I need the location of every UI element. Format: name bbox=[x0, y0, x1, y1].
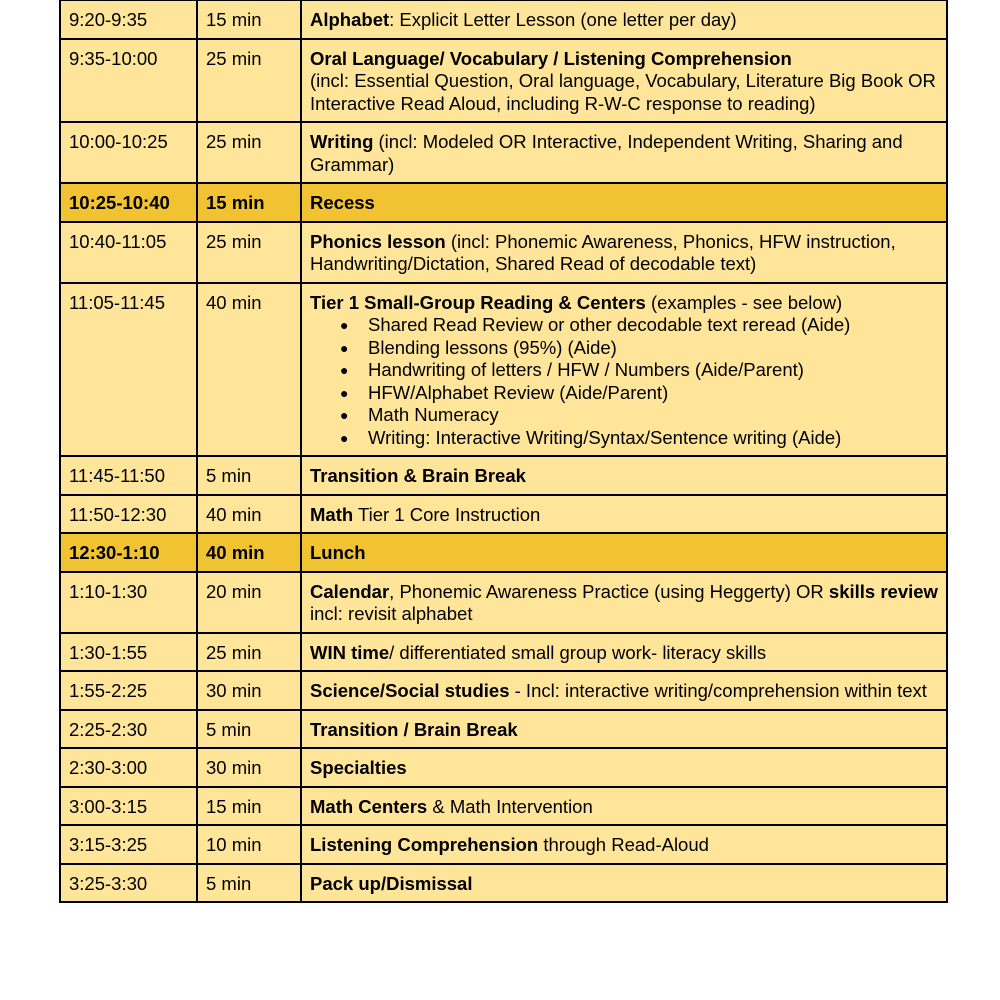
schedule-row bbox=[60, 710, 947, 749]
activity-title: WIN time bbox=[310, 641, 390, 663]
activity-title: Phonics lesson bbox=[310, 230, 446, 252]
duration-cell: 40 min bbox=[197, 533, 301, 572]
time-cell: 10:00-10:25 bbox=[60, 122, 197, 183]
schedule-row-highlighted bbox=[60, 183, 947, 222]
duration-cell: 30 min bbox=[197, 748, 301, 787]
time-cell: 9:35-10:00 bbox=[60, 39, 197, 123]
activity-title: Tier 1 Small-Group Reading & Centers bbox=[310, 291, 646, 313]
activity-detail: - Incl: interactive writing/comprehension within text bbox=[509, 680, 927, 701]
duration-cell: 25 min bbox=[197, 122, 301, 183]
schedule-row bbox=[60, 495, 947, 534]
activity-cell bbox=[301, 456, 947, 495]
activity-cell bbox=[301, 122, 947, 183]
schedule-row bbox=[60, 787, 947, 826]
activity-cell bbox=[301, 183, 947, 222]
activity-title: Lunch bbox=[310, 542, 366, 563]
schedule-row bbox=[60, 122, 947, 183]
schedule-row bbox=[60, 748, 947, 787]
center-examples-list bbox=[310, 314, 938, 449]
schedule-row bbox=[60, 0, 947, 39]
list-item: ● Handwriting of letters / HFW / Numbers (Aide/Parent) bbox=[340, 359, 938, 382]
duration-cell: 5 min bbox=[197, 456, 301, 495]
schedule-row bbox=[60, 222, 947, 283]
list-item: ● Writing: Interactive Writing/Syntax/Sentence writing (Aide) bbox=[340, 427, 938, 450]
activity-title: Alphabet bbox=[310, 9, 390, 30]
activity-detail: (incl: Phonemic Awareness, Phonics, HFW instruction, Handwriting/Dictation, Shared Read of decodable text) bbox=[310, 230, 896, 274]
activity-detail: through Read-Aloud bbox=[538, 834, 709, 855]
time-cell: 11:50-12:30 bbox=[60, 495, 197, 534]
activity-detail-secondary: incl: revisit alphabet bbox=[310, 603, 473, 624]
activity-title: Transition & Brain Break bbox=[310, 465, 526, 486]
duration-cell: 30 min bbox=[197, 671, 301, 710]
duration-cell: 10 min bbox=[197, 825, 301, 864]
duration-cell: 15 min bbox=[197, 787, 301, 826]
duration-cell: 15 min bbox=[197, 0, 301, 39]
list-item: ● Blending lessons (95%) (Aide) bbox=[340, 337, 938, 360]
schedule-row bbox=[60, 633, 947, 672]
activity-cell bbox=[301, 710, 947, 749]
activity-cell bbox=[301, 671, 947, 710]
activity-cell bbox=[301, 533, 947, 572]
activity-detail: (incl: Modeled OR Interactive, Independent Writing, Sharing and Grammar) bbox=[310, 131, 903, 175]
activity-title: Math bbox=[310, 503, 354, 525]
duration-cell: 40 min bbox=[197, 283, 301, 457]
duration-cell: 40 min bbox=[197, 495, 301, 534]
activity-cell bbox=[301, 748, 947, 787]
duration-cell: 25 min bbox=[197, 633, 301, 672]
duration-cell: 15 min bbox=[197, 183, 301, 222]
activity-cell bbox=[301, 222, 947, 283]
time-cell: 11:45-11:50 bbox=[60, 456, 197, 495]
time-cell: 1:30-1:55 bbox=[60, 633, 197, 672]
activity-detail: (incl: Essential Question, Oral language, Vocabulary, Literature Big Book OR Interactive Read Aloud, including R-W-C response to reading) bbox=[310, 70, 936, 114]
activity-detail: , Phonemic Awareness Practice (using Heggerty) OR bbox=[389, 580, 829, 602]
activity-cell bbox=[301, 572, 947, 633]
time-cell: 10:25-10:40 bbox=[60, 183, 197, 222]
activity-title-secondary: skills review bbox=[828, 580, 938, 602]
duration-cell: 25 min bbox=[197, 39, 301, 123]
time-cell: 10:40-11:05 bbox=[60, 222, 197, 283]
duration-cell: 25 min bbox=[197, 222, 301, 283]
activity-title: Pack up/Dismissal bbox=[310, 872, 473, 894]
schedule-row bbox=[60, 572, 947, 633]
activity-title: Recess bbox=[310, 192, 375, 213]
activity-title: Oral Language/ Vocabulary / Listening Comprehension bbox=[310, 47, 792, 69]
time-cell: 2:30-3:00 bbox=[60, 748, 197, 787]
activity-cell bbox=[301, 39, 947, 123]
schedule-row bbox=[60, 671, 947, 710]
time-cell: 9:20-9:35 bbox=[60, 0, 197, 39]
list-item: ● Math Numeracy bbox=[340, 404, 938, 427]
schedule-row bbox=[60, 39, 947, 123]
activity-detail: & Math Intervention bbox=[427, 795, 593, 817]
activity-detail: Tier 1 Core Instruction bbox=[353, 503, 541, 525]
time-cell: 12:30-1:10 bbox=[60, 533, 197, 572]
activity-cell bbox=[301, 864, 947, 903]
time-cell: 1:10-1:30 bbox=[60, 572, 197, 633]
schedule-table bbox=[59, 0, 948, 903]
duration-cell: 5 min bbox=[197, 864, 301, 903]
schedule-row bbox=[60, 864, 947, 903]
activity-cell bbox=[301, 283, 947, 457]
activity-cell bbox=[301, 495, 947, 534]
activity-cell bbox=[301, 825, 947, 864]
time-cell: 3:15-3:25 bbox=[60, 825, 197, 864]
activity-title: Math Centers bbox=[310, 795, 428, 817]
activity-title: Calendar bbox=[310, 580, 390, 602]
activity-title: Science/Social studies bbox=[310, 680, 510, 701]
duration-cell: 20 min bbox=[197, 572, 301, 633]
activity-title: Specialties bbox=[310, 757, 407, 778]
schedule-row-highlighted bbox=[60, 533, 947, 572]
activity-title: Writing bbox=[310, 131, 374, 152]
activity-detail: / differentiated small group work- literacy skills bbox=[389, 641, 767, 663]
activity-title: Transition / Brain Break bbox=[310, 718, 518, 740]
duration-cell: 5 min bbox=[197, 710, 301, 749]
time-cell: 11:05-11:45 bbox=[60, 283, 197, 457]
activity-cell bbox=[301, 633, 947, 672]
activity-cell bbox=[301, 0, 947, 39]
time-cell: 2:25-2:30 bbox=[60, 710, 197, 749]
time-cell: 1:55-2:25 bbox=[60, 671, 197, 710]
time-cell: 3:00-3:15 bbox=[60, 787, 197, 826]
schedule-row bbox=[60, 283, 947, 457]
time-cell: 3:25-3:30 bbox=[60, 864, 197, 903]
schedule-row bbox=[60, 825, 947, 864]
schedule-row bbox=[60, 456, 947, 495]
list-item: ● HFW/Alphabet Review (Aide/Parent) bbox=[340, 382, 938, 405]
activity-detail: (examples - see below) bbox=[645, 291, 843, 313]
list-item: ● Shared Read Review or other decodable text reread (Aide) bbox=[340, 314, 938, 337]
activity-title: Listening Comprehension bbox=[310, 834, 539, 855]
activity-detail: : Explicit Letter Lesson (one letter per day) bbox=[389, 9, 737, 30]
activity-cell bbox=[301, 787, 947, 826]
